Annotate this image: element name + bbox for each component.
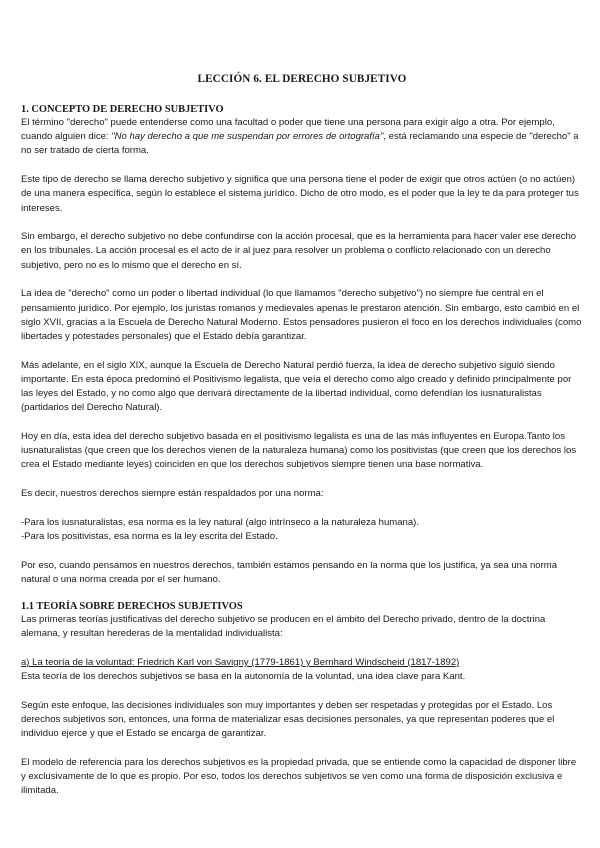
paragraph: Hoy en día, esta idea del derecho subjetivo basada en el positivismo legalista es una de las más influyentes en Europa.Tanto los iusnaturalistas (que creen que los derechos vienen de la naturaleza humana) como los positivistas (que creen que los derechos los crea el Estado mediante leyes) coinciden en que los derechos subjetivos siempre tienen una base normativa. xyxy=(21,430,577,471)
paragraph-text: , está reclamando una especie de "derecho" a no ser tratado de cierta forma. xyxy=(21,131,579,157)
paragraph: Es decir, nuestros derechos siempre están respaldados por una norma: xyxy=(21,488,324,500)
paragraph: Las primeras teorías justificativas del derecho subjetivo se producen en el ámbito del Derecho privado, dentro de la doctrina alemana, y resultan herederas de la mentalidad individualista: xyxy=(21,614,546,640)
list-item: -Para los iusnaturalistas, esa norma es la ley natural (algo intrínseco a la naturaleza humana). xyxy=(21,516,419,528)
paragraph: Este tipo de derecho se llama derecho subjetivo y significa que una persona tiene el poder de exigir que otros actúen (o no actúen) de una manera específica, según lo establece el sistema jurídico. Dicho de otro modo, es el poder que la ley te da para proteger tus intereses. xyxy=(21,174,579,214)
page-title: LECCIÓN 6. EL DERECHO SUBJETIVO xyxy=(197,73,407,85)
paragraph: Más adelante, en el siglo XIX, aunque la Escuela de Derecho Natural perdió fuerza, la idea de derecho subjetivo siguió siendo importante. En esta época predominó el Positivismo legalista, que veía el derecho como algo creado y definido principalmente por las leyes del Estado, y no como algo que derivará directamente de la libertad individual, como defendían los iusnaturalistas (partidarios del Derecho Natural). xyxy=(21,359,572,414)
paragraph: Según este enfoque, las decisiones individuales son muy importantes y deben ser respetadas y protegidas por el Estado. Los derechos subjetivos son, entonces, una forma de materializar esas decisiones personales, ya que representan poderes que el individuo ejerce y que el Estado se encarga de garantizar. xyxy=(21,699,555,740)
paragraph xyxy=(21,116,583,159)
paragraph: Por eso, cuando pensamos en nuestros derechos, también estamos pensando en la norma que los justifica, ya sea una norma natural o una norma creada por el ser humano. xyxy=(21,559,558,585)
subsection-heading: a) La teoría de la voluntad: Friedrich Karl von Savigny (1779-1861) y Bernhard Windscheid (1817-1892) xyxy=(21,656,460,668)
quote-text: "No hay derecho a que me suspendan por errores de ortografía" xyxy=(111,131,384,143)
paragraph: La idea de "derecho" como un poder o libertad individual (lo que llamamos "derecho subjetivo") no siempre fue central en el pensamiento jurídico. Por ejemplo, los juristas romanos y medievales apenas le prestaron atención. Sin embargo, esto cambió en el siglo XVII, gracias a la Escuela de Derecho Natural Moderno. Estos pensadores pusieron el foco en los derechos individuales (como libertades y potestades personales) que el Estado debía garantizar. xyxy=(21,288,582,342)
section-heading-teoria: 1.1 TEORÍA SOBRE DERECHOS SUBJETIVOS xyxy=(21,601,243,613)
paragraph: Esta teoría de los derechos subjetivos se basa en la autonomía de la voluntad, una idea clave para Kant. xyxy=(21,671,466,683)
paragraph-text: El término "derecho" puede entenderse como una facultad o poder que tiene una persona para exigir algo a otra. Por ejemplo, cuando alguien dice: xyxy=(21,117,555,143)
list-item: -Para los positivistas, esa norma es la ley escrita del Estado. xyxy=(21,530,278,542)
section-heading-concepto: 1. CONCEPTO DE DERECHO SUBJETIVO xyxy=(21,104,224,115)
paragraph: El modelo de referencia para los derechos subjetivos es la propiedad privada, que se entiende como la capacidad de disponer libre y exclusivamente de lo que es propio. Por eso, todos los derechos subjetivos se ven como una forma de disposición exclusiva e ilimitada. xyxy=(21,757,577,797)
paragraph: Sin embargo, el derecho subjetivo no debe confundirse con la acción procesal, que es la herramienta para hacer valer ese derecho en los tribunales. La acción procesal es el acto de ir al juez para resolver un problema o conflicto relacionado con un derecho subjetivo, pero no es lo mismo que el derecho en sí. xyxy=(21,231,577,271)
document-body xyxy=(21,72,583,799)
